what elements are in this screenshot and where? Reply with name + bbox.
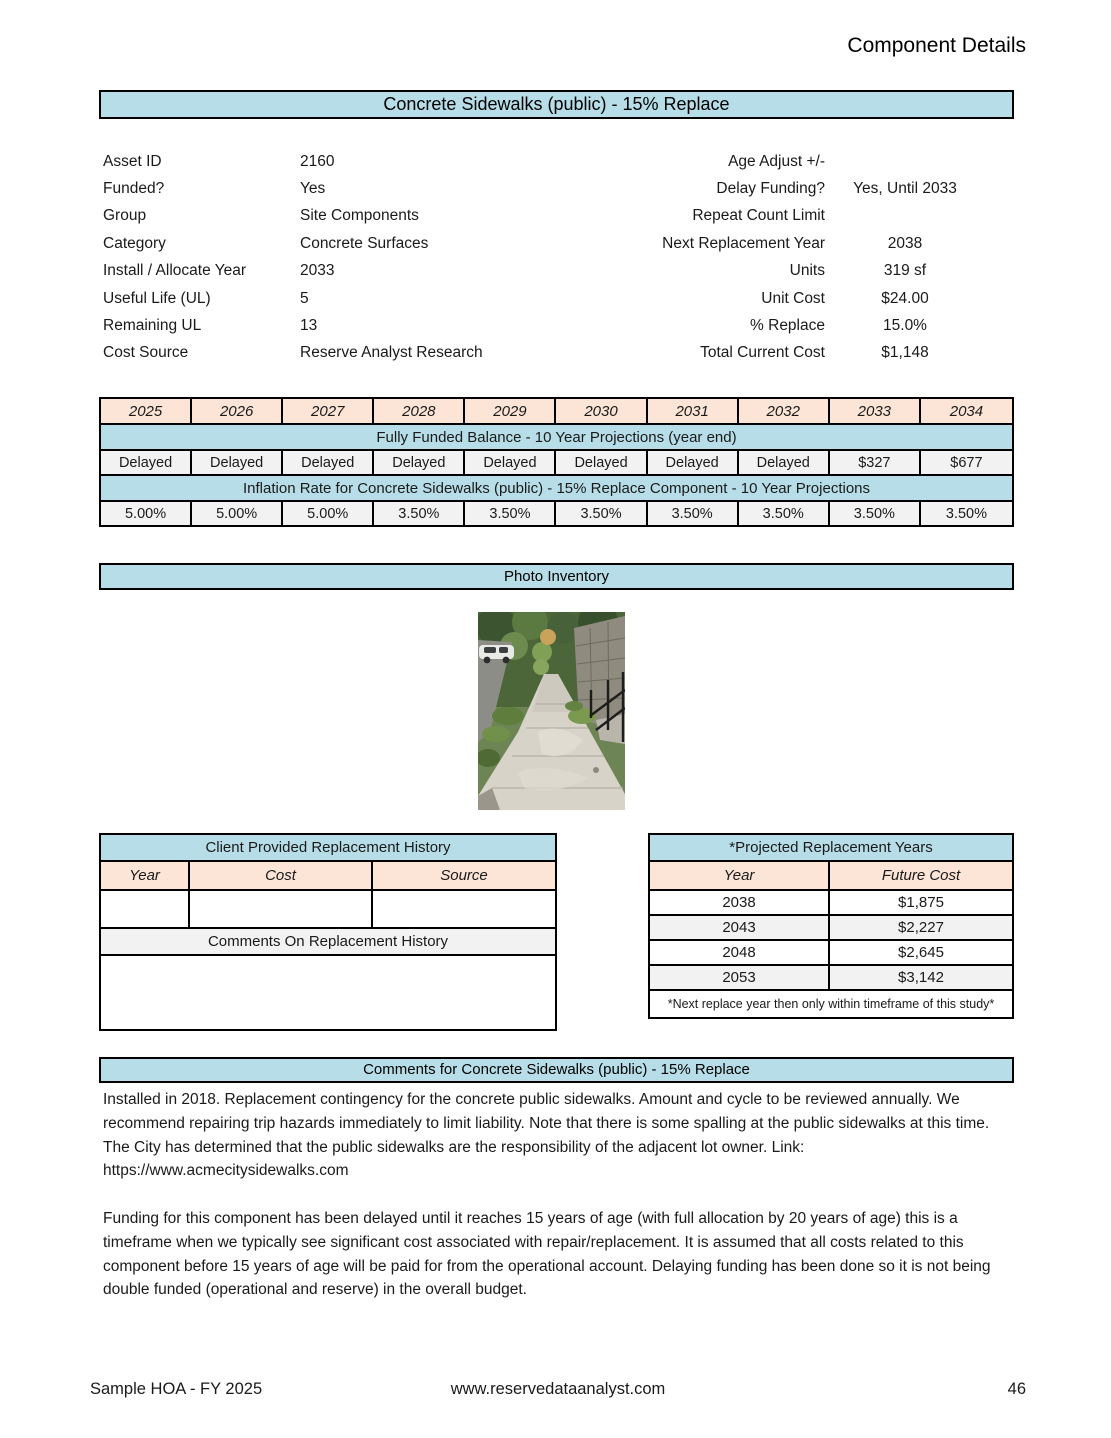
detail-label: Next Replacement Year (662, 234, 825, 252)
projections-year-row (101, 399, 1012, 423)
detail-label: Remaining UL (103, 317, 202, 335)
photo-inventory-header: Photo Inventory (99, 563, 1014, 590)
comments-section-body (103, 1088, 1011, 1302)
year-cell: 2026 (192, 399, 283, 423)
inflation-cell: 3.50% (465, 502, 556, 525)
year-cell: 2032 (739, 399, 830, 423)
inflation-cell: 3.50% (921, 502, 1012, 525)
detail-value: 2160 (300, 152, 335, 170)
detail-label: Asset ID (103, 152, 162, 170)
details-right-column (560, 148, 1014, 367)
projected-cost: $1,875 (898, 894, 944, 911)
column-header-source: Source (440, 867, 488, 884)
detail-value: 13 (300, 317, 318, 335)
detail-label: Cost Source (103, 344, 189, 362)
footer-page-number: 46 (1007, 1380, 1026, 1398)
inflation-cell: 3.50% (648, 502, 739, 525)
year-cell: 2033 (830, 399, 921, 423)
column-header-year: Year (650, 862, 830, 889)
detail-value: Yes, Until 2033 (853, 180, 957, 198)
comments-section-header: Comments for Concrete Sidewalks (public) - 15% Replace (99, 1057, 1014, 1083)
projected-cost: $2,227 (830, 916, 1012, 939)
detail-row-group (103, 203, 543, 230)
empty-cell (101, 891, 190, 927)
inflation-cell: 5.00% (283, 502, 374, 525)
year-cell: 2030 (556, 399, 647, 423)
detail-value: Reserve Analyst Research (300, 344, 483, 362)
page-title: Component Details (847, 34, 1026, 57)
column-header-future-cost: Future Cost (830, 862, 1012, 889)
sidewalk-photo (478, 612, 625, 810)
detail-label: Repeat Count Limit (692, 207, 825, 225)
inflation-cell: 3.50% (374, 502, 465, 525)
projected-cost: $3,142 (830, 966, 1012, 989)
detail-row-category (103, 230, 543, 257)
detail-row-funded (103, 175, 543, 202)
year-cell: 2025 (101, 399, 192, 423)
detail-label: Units (789, 262, 825, 280)
detail-row-age-adjust (560, 148, 1014, 175)
detail-row-remaining-ul (103, 312, 543, 339)
projected-year: 2053 (650, 966, 830, 989)
year-cell: 2029 (465, 399, 556, 423)
detail-value: 319 sf (883, 262, 927, 280)
projected-replacement-header: *Projected Replacement Years (650, 835, 1012, 862)
inflation-rate-header: Inflation Rate for Concrete Sidewalks (public) - 15% Replace Component - 10 Year Projections (101, 474, 1012, 500)
inflation-cell: 3.50% (556, 502, 647, 525)
detail-row-delay-funding (560, 175, 1014, 202)
inflation-cell: 5.00% (101, 502, 192, 525)
page-footer (90, 1380, 1026, 1399)
detail-value: 15.0% (883, 317, 927, 335)
detail-row-install-year (103, 258, 543, 285)
ffb-cell: Delayed (374, 451, 465, 474)
empty-cell (373, 891, 555, 927)
detail-value: 2038 (887, 234, 923, 252)
projected-row (650, 941, 1012, 966)
replacement-history-columns (101, 862, 555, 891)
projected-cost: $2,645 (898, 944, 944, 961)
detail-row-repeat-count (560, 203, 1014, 230)
detail-value: 2033 (300, 262, 335, 280)
detail-value: Concrete Surfaces (300, 234, 429, 252)
projected-row (650, 891, 1012, 916)
projected-replacement-columns (650, 862, 1012, 891)
detail-label: Age Adjust +/- (728, 152, 825, 170)
detail-row-next-replacement (560, 230, 1014, 257)
replacement-history-table (99, 833, 557, 1031)
details-left-column (103, 148, 543, 367)
detail-label: Unit Cost (761, 289, 825, 307)
ffb-cell: $677 (921, 451, 1012, 474)
detail-label: Category (103, 234, 166, 252)
detail-row-useful-life (103, 285, 543, 312)
column-header-year: Year (101, 862, 190, 889)
detail-value: Site Components (300, 207, 419, 225)
ffb-cell: Delayed (101, 451, 192, 474)
comments-paragraph-2: Funding for this component has been delayed until it reaches 15 years of age (with full allocation by 20 years of age) this is a timeframe when we typically see significant cost associated with repair/replacement. It is assumed that all costs related to this component before 15 years of age will be paid for from the operational account. Delaying funding has been done so it is not being double funded (operational and reserve) in the overall budget. (103, 1209, 991, 1299)
ffb-cell: Delayed (192, 451, 283, 474)
ffb-cell: Delayed (556, 451, 647, 474)
ffb-cell: Delayed (465, 451, 556, 474)
detail-row-units (560, 258, 1014, 285)
detail-label: Total Current Cost (700, 344, 825, 362)
projected-year: 2038 (650, 891, 830, 914)
footer-client-name: Sample HOA - FY 2025 (90, 1380, 263, 1398)
inflation-cell: 5.00% (192, 502, 283, 525)
projected-year: 2043 (650, 916, 830, 939)
detail-label: % Replace (750, 317, 825, 335)
inflation-cell: 3.50% (830, 502, 921, 525)
year-cell: 2027 (283, 399, 374, 423)
inflation-cell: 3.50% (739, 502, 830, 525)
ffb-cell: Delayed (283, 451, 374, 474)
component-title-bar: Concrete Sidewalks (public) - 15% Replace (99, 90, 1014, 119)
year-cell: 2028 (374, 399, 465, 423)
inflation-rate-row (101, 500, 1012, 525)
ffb-cell: $327 (830, 451, 921, 474)
comments-paragraph-1: Installed in 2018. Replacement contingency for the concrete public sidewalks. Amount and cycle to be reviewed annually. We recommend repairing trip hazards immediately to limit liability. Note that there is some spalling at the public sidewalks at this time. The City has determined that the public sidewalks are the responsibility of the adjacent lot owner. Link: https://www.acmecitysidewalks.com (103, 1091, 990, 1180)
detail-row-percent-replace (560, 312, 1014, 339)
projected-row (650, 916, 1012, 941)
detail-value: $1,148 (881, 344, 929, 362)
ffb-cell: Delayed (648, 451, 739, 474)
detail-label: Useful Life (UL) (103, 289, 211, 307)
detail-row-asset-id (103, 148, 543, 175)
projected-replacement-table (648, 833, 1014, 1019)
detail-label: Delay Funding? (716, 180, 825, 198)
detail-row-cost-source (103, 340, 543, 367)
year-cell: 2031 (648, 399, 739, 423)
empty-cell (190, 891, 373, 927)
projected-year: 2048 (650, 941, 830, 964)
footer-website: www.reservedataanalyst.com (450, 1380, 666, 1398)
projections-table (99, 397, 1014, 527)
ffb-cell: Delayed (739, 451, 830, 474)
detail-row-unit-cost (560, 285, 1014, 312)
replacement-history-empty-row (101, 891, 555, 929)
projected-row (650, 966, 1012, 991)
replacement-history-header: Client Provided Replacement History (101, 835, 555, 862)
fully-funded-balance-header: Fully Funded Balance - 10 Year Projections (year end) (101, 423, 1012, 449)
detail-value: Yes (300, 180, 326, 198)
detail-label: Install / Allocate Year (103, 262, 247, 280)
detail-value: $24.00 (881, 289, 929, 307)
year-cell: 2034 (921, 399, 1012, 423)
fully-funded-balance-row (101, 449, 1012, 474)
detail-value: 5 (300, 289, 309, 307)
comments-on-history-body (101, 956, 555, 1029)
detail-row-total-current-cost (560, 340, 1014, 367)
column-header-cost: Cost (190, 862, 373, 889)
detail-label: Group (103, 207, 147, 225)
sidewalk-photo-image (478, 612, 625, 810)
comments-on-history-header: Comments On Replacement History (101, 929, 555, 956)
projected-footnote: *Next replace year then only within timeframe of this study* (650, 991, 1012, 1017)
detail-label: Funded? (103, 180, 165, 198)
